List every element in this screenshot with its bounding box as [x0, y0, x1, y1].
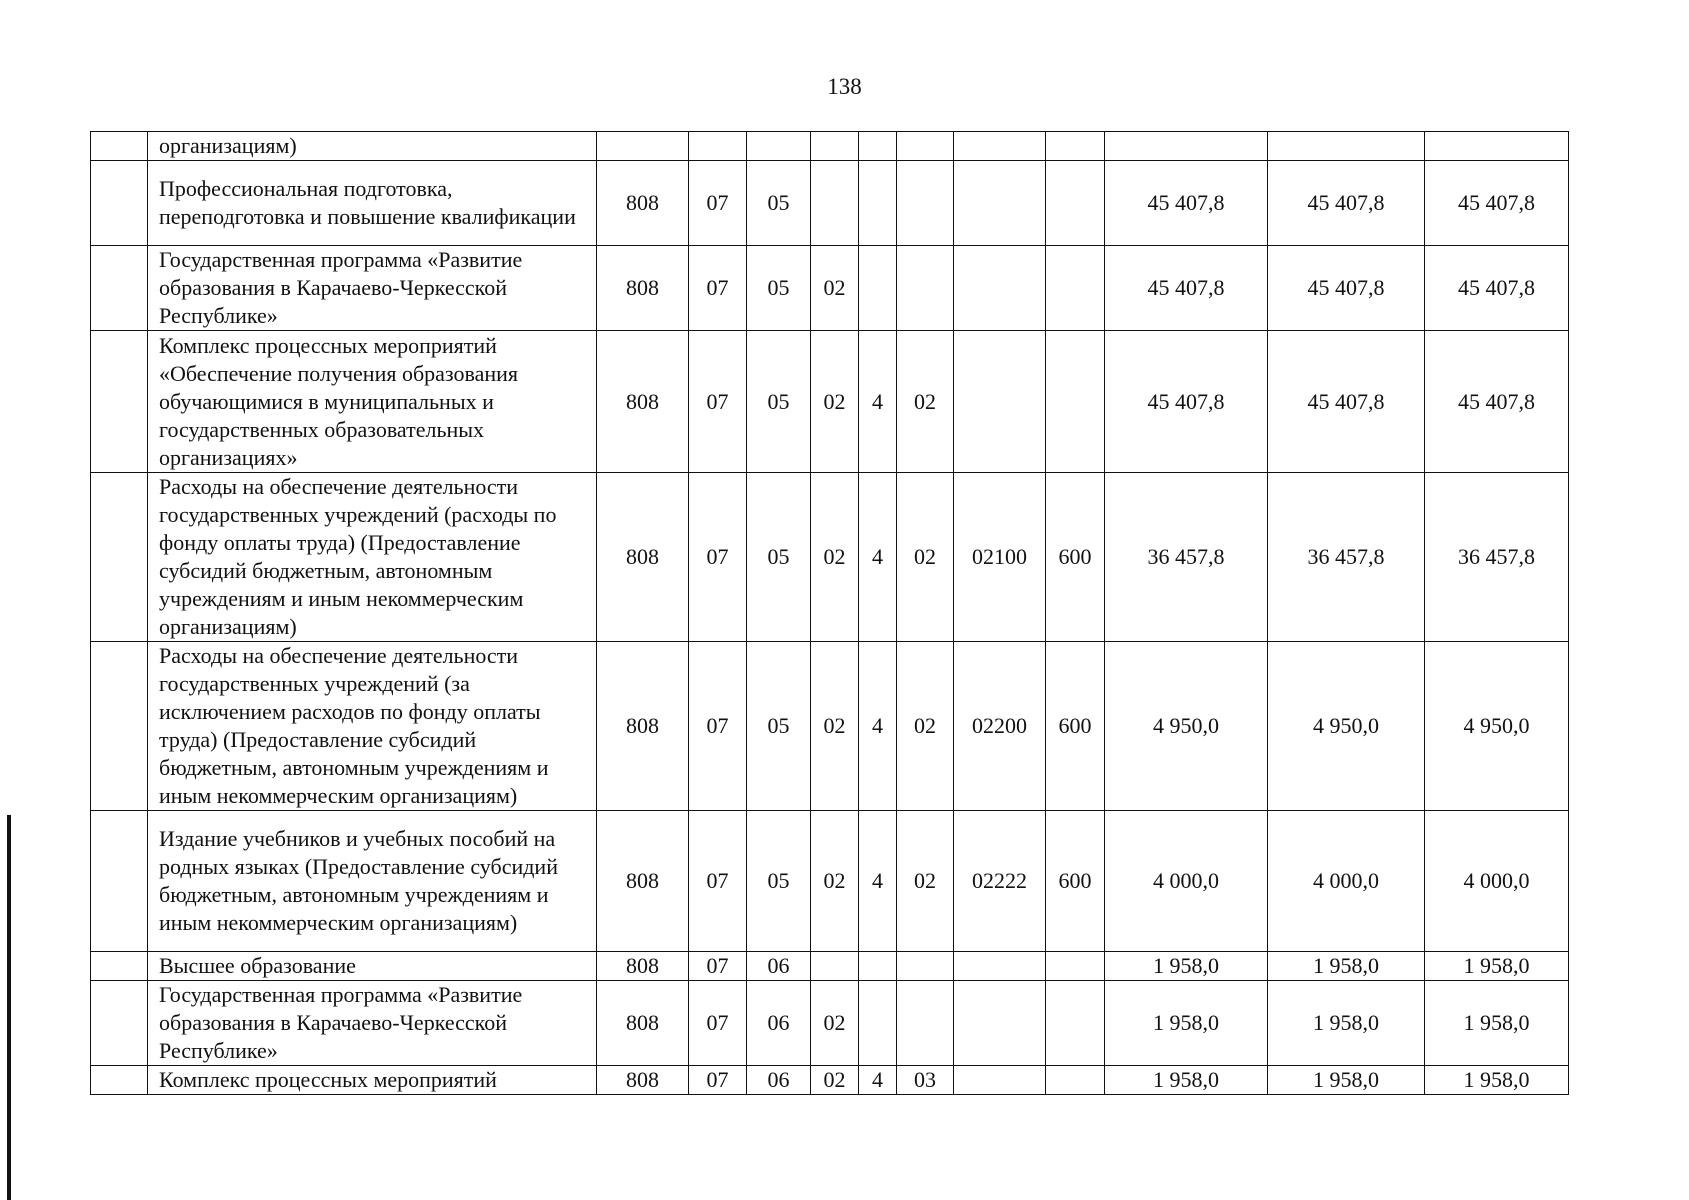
code-cell-c1	[597, 132, 689, 161]
row-index-cell	[91, 642, 148, 811]
code-cell-c3: 05	[747, 246, 811, 331]
code-cell-c3: 06	[747, 1066, 811, 1095]
code-cell-c3	[747, 132, 811, 161]
code-cell-c2: 07	[689, 473, 747, 642]
code-cell-c8	[1046, 246, 1105, 331]
table-row	[91, 981, 1569, 1066]
amount-cell-v2: 45 407,8	[1268, 246, 1425, 331]
code-cell-c6: 03	[897, 1066, 954, 1095]
code-cell-c4: 02	[811, 811, 859, 952]
amount-cell-v2: 1 958,0	[1268, 952, 1425, 981]
code-cell-c3: 05	[747, 811, 811, 952]
code-cell-c6	[897, 246, 954, 331]
code-cell-c1: 808	[597, 1066, 689, 1095]
code-cell-c8: 600	[1046, 473, 1105, 642]
code-cell-c8	[1046, 161, 1105, 246]
amount-cell-v1: 45 407,8	[1105, 161, 1268, 246]
code-cell-c2	[689, 132, 747, 161]
code-cell-c2: 07	[689, 811, 747, 952]
code-cell-c2: 07	[689, 981, 747, 1066]
budget-table	[90, 131, 1569, 1095]
row-index-cell	[91, 811, 148, 952]
code-cell-c5: 4	[859, 642, 897, 811]
amount-cell-v2: 36 457,8	[1268, 473, 1425, 642]
table-row	[91, 952, 1569, 981]
table-row	[91, 331, 1569, 473]
code-cell-c4: 02	[811, 246, 859, 331]
row-name-cell: Профессиональная подготовка, переподготовка и повышение квалификации	[148, 161, 597, 246]
code-cell-c8	[1046, 952, 1105, 981]
code-cell-c6	[897, 132, 954, 161]
code-cell-c8	[1046, 132, 1105, 161]
code-cell-c4	[811, 952, 859, 981]
amount-cell-v2: 1 958,0	[1268, 1066, 1425, 1095]
code-cell-c5: 4	[859, 331, 897, 473]
code-cell-c3: 06	[747, 981, 811, 1066]
code-cell-c4: 02	[811, 981, 859, 1066]
code-cell-c7	[954, 161, 1046, 246]
code-cell-c8	[1046, 331, 1105, 473]
row-index-cell	[91, 473, 148, 642]
row-index-cell	[91, 161, 148, 246]
code-cell-c7	[954, 331, 1046, 473]
code-cell-c8	[1046, 981, 1105, 1066]
amount-cell-v2: 45 407,8	[1268, 161, 1425, 246]
code-cell-c6	[897, 952, 954, 981]
row-name-cell: Комплекс процессных мероприятий «Обеспечение получения образования обучающимися в муниципальных и государственных образовательных организациях»	[148, 331, 597, 473]
code-cell-c6: 02	[897, 811, 954, 952]
amount-cell-v3	[1425, 132, 1569, 161]
row-index-cell	[91, 1066, 148, 1095]
code-cell-c3: 05	[747, 331, 811, 473]
code-cell-c5: 4	[859, 473, 897, 642]
amount-cell-v2: 4 000,0	[1268, 811, 1425, 952]
code-cell-c4	[811, 161, 859, 246]
code-cell-c5	[859, 132, 897, 161]
amount-cell-v3: 45 407,8	[1425, 161, 1569, 246]
code-cell-c5	[859, 952, 897, 981]
code-cell-c8	[1046, 1066, 1105, 1095]
code-cell-c3: 05	[747, 473, 811, 642]
code-cell-c1: 808	[597, 952, 689, 981]
amount-cell-v3: 36 457,8	[1425, 473, 1569, 642]
row-index-cell	[91, 246, 148, 331]
amount-cell-v1: 45 407,8	[1105, 246, 1268, 331]
amount-cell-v1: 45 407,8	[1105, 331, 1268, 473]
table-body	[91, 132, 1569, 1095]
code-cell-c2: 07	[689, 952, 747, 981]
amount-cell-v3: 45 407,8	[1425, 246, 1569, 331]
code-cell-c3: 05	[747, 161, 811, 246]
table-row	[91, 132, 1569, 161]
amount-cell-v3: 45 407,8	[1425, 331, 1569, 473]
amount-cell-v2	[1268, 132, 1425, 161]
code-cell-c1: 808	[597, 981, 689, 1066]
code-cell-c5: 4	[859, 811, 897, 952]
row-name-cell: Высшее образование	[148, 952, 597, 981]
amount-cell-v1: 4 000,0	[1105, 811, 1268, 952]
page-number: 138	[827, 74, 862, 99]
row-index-cell	[91, 981, 148, 1066]
code-cell-c7	[954, 1066, 1046, 1095]
amount-cell-v2: 4 950,0	[1268, 642, 1425, 811]
amount-cell-v3: 1 958,0	[1425, 952, 1569, 981]
table-row	[91, 246, 1569, 331]
code-cell-c1: 808	[597, 811, 689, 952]
amount-cell-v1: 36 457,8	[1105, 473, 1268, 642]
table-row	[91, 642, 1569, 811]
row-name-cell: Издание учебников и учебных пособий на родных языках (Предоставление субсидий бюджетным, автономным учреждениям и иным некоммерческим организациям)	[148, 811, 597, 952]
row-name-cell: Государственная программа «Развитие образования в Карачаево-Черкесской Республике»	[148, 981, 597, 1066]
amount-cell-v3: 4 000,0	[1425, 811, 1569, 952]
code-cell-c5: 4	[859, 1066, 897, 1095]
amount-cell-v1: 4 950,0	[1105, 642, 1268, 811]
table-row	[91, 161, 1569, 246]
code-cell-c1: 808	[597, 331, 689, 473]
code-cell-c6: 02	[897, 473, 954, 642]
code-cell-c5	[859, 161, 897, 246]
code-cell-c2: 07	[689, 642, 747, 811]
code-cell-c3: 06	[747, 952, 811, 981]
code-cell-c6: 02	[897, 642, 954, 811]
code-cell-c1: 808	[597, 473, 689, 642]
code-cell-c4: 02	[811, 1066, 859, 1095]
code-cell-c4: 02	[811, 642, 859, 811]
amount-cell-v1: 1 958,0	[1105, 952, 1268, 981]
row-index-cell	[91, 952, 148, 981]
table-row	[91, 473, 1569, 642]
code-cell-c5	[859, 246, 897, 331]
table-row	[91, 811, 1569, 952]
code-cell-c6: 02	[897, 331, 954, 473]
row-name-cell: организациям)	[148, 132, 597, 161]
margin-mark	[7, 815, 11, 1200]
row-index-cell	[91, 132, 148, 161]
code-cell-c7	[954, 981, 1046, 1066]
code-cell-c2: 07	[689, 331, 747, 473]
code-cell-c8: 600	[1046, 642, 1105, 811]
row-name-cell: Расходы на обеспечение деятельности государственных учреждений (расходы по фонду оплаты труда) (Предоставление субсидий бюджетным, автономным учреждениям и иным некоммерческим организациям)	[148, 473, 597, 642]
table-row	[91, 1066, 1569, 1095]
code-cell-c2: 07	[689, 161, 747, 246]
row-name-cell: Расходы на обеспечение деятельности государственных учреждений (за исключением расходов по фонду оплаты труда) (Предоставление субсидий бюджетным, автономным учреждениям и иным некоммерческим организациям)	[148, 642, 597, 811]
code-cell-c4: 02	[811, 331, 859, 473]
row-index-cell	[91, 331, 148, 473]
amount-cell-v3: 1 958,0	[1425, 1066, 1569, 1095]
code-cell-c2: 07	[689, 246, 747, 331]
code-cell-c7	[954, 952, 1046, 981]
code-cell-c5	[859, 981, 897, 1066]
code-cell-c1: 808	[597, 642, 689, 811]
code-cell-c2: 07	[689, 1066, 747, 1095]
amount-cell-v3: 1 958,0	[1425, 981, 1569, 1066]
code-cell-c4	[811, 132, 859, 161]
code-cell-c7: 02200	[954, 642, 1046, 811]
amount-cell-v1	[1105, 132, 1268, 161]
code-cell-c7	[954, 132, 1046, 161]
code-cell-c4: 02	[811, 473, 859, 642]
row-name-cell: Государственная программа «Развитие образования в Карачаево-Черкесской Республике»	[148, 246, 597, 331]
amount-cell-v2: 45 407,8	[1268, 331, 1425, 473]
row-name-cell: Комплекс процессных мероприятий	[148, 1066, 597, 1095]
code-cell-c6	[897, 981, 954, 1066]
code-cell-c3: 05	[747, 642, 811, 811]
code-cell-c7: 02100	[954, 473, 1046, 642]
code-cell-c8: 600	[1046, 811, 1105, 952]
amount-cell-v1: 1 958,0	[1105, 1066, 1268, 1095]
code-cell-c1: 808	[597, 246, 689, 331]
amount-cell-v1: 1 958,0	[1105, 981, 1268, 1066]
amount-cell-v3: 4 950,0	[1425, 642, 1569, 811]
code-cell-c1: 808	[597, 161, 689, 246]
code-cell-c6	[897, 161, 954, 246]
amount-cell-v2: 1 958,0	[1268, 981, 1425, 1066]
code-cell-c7: 02222	[954, 811, 1046, 952]
code-cell-c7	[954, 246, 1046, 331]
